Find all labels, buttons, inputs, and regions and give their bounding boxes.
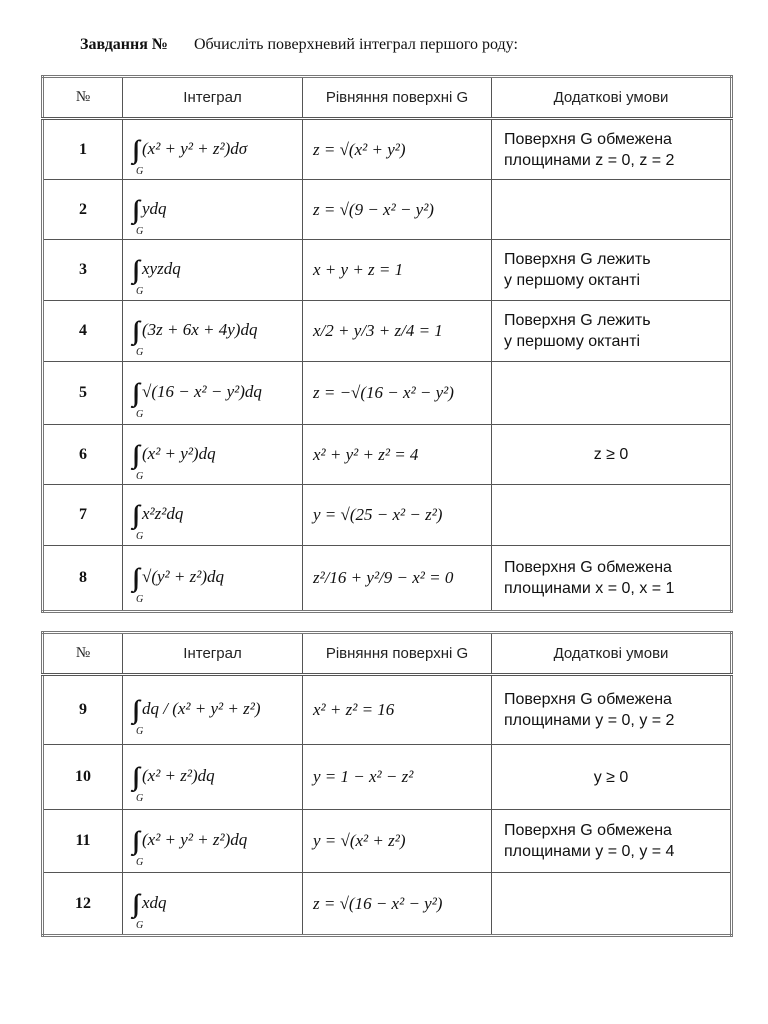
condition-line-2: площинами x = 0, x = 1 <box>504 580 675 597</box>
integrand-expression: √(y² + z²)dq <box>142 566 224 586</box>
integrand-expression: (x² + y²)dq <box>142 443 216 463</box>
row-number: 2 <box>43 180 123 240</box>
table-row <box>43 119 732 180</box>
row-surface-equation: x² + z² = 16 <box>303 675 492 745</box>
row-integral: G xdq <box>123 873 303 936</box>
row-surface-equation: y = 1 − x² − z² <box>303 745 492 810</box>
col-num-header: № <box>43 633 123 675</box>
row-number: 10 <box>43 745 123 810</box>
col-integral-header: Інтеграл <box>123 633 303 675</box>
table-row <box>43 240 732 301</box>
condition-line-2: площинами y = 0, y = 4 <box>504 843 675 860</box>
row-number: 3 <box>43 240 123 301</box>
table-row <box>43 425 732 485</box>
row-surface-equation: z²/16 + y²/9 − x² = 0 <box>303 546 492 612</box>
row-number: 1 <box>43 119 123 180</box>
row-conditions <box>492 546 732 612</box>
table-row <box>43 180 732 240</box>
row-integral: G √(y² + z²)dq <box>123 546 303 612</box>
row-conditions <box>492 119 732 180</box>
row-conditions <box>492 180 732 240</box>
row-conditions <box>492 675 732 745</box>
integrand-expression: xyzdq <box>142 258 181 278</box>
integrand-expression: xdq <box>142 892 167 912</box>
col-num-header: № <box>43 77 123 119</box>
integrals-table-1 <box>41 75 733 613</box>
row-conditions <box>492 425 732 485</box>
integrand-expression: √(16 − x² − y²)dq <box>142 381 262 401</box>
row-conditions <box>492 301 732 362</box>
condition-line-2: площинами z = 0, z = 2 <box>504 151 675 169</box>
row-integral: G xyzdq <box>123 240 303 301</box>
condition-line-1: Поверхня G обмежена <box>504 691 672 708</box>
integrand-expression: (x² + y² + z²)dσ <box>142 138 248 158</box>
task-label: Завдання № <box>80 36 168 53</box>
condition-line-1: Поверхня G обмежена <box>504 822 672 839</box>
col-surface-header: Рівняння поверхні G <box>303 77 492 119</box>
row-surface-equation: z = √(x² + y²) <box>303 119 492 180</box>
col-conditions-header: Додаткові умови <box>492 77 732 119</box>
condition-line-1: Поверхня G обмежена <box>504 130 672 148</box>
row-number: 7 <box>43 485 123 546</box>
col-conditions-header: Додаткові умови <box>492 633 732 675</box>
row-conditions <box>492 873 732 936</box>
col-surface-header: Рівняння поверхні G <box>303 633 492 675</box>
condition-line-1: Поверхня G обмежена <box>504 559 672 576</box>
col-integral-header: Інтеграл <box>123 77 303 119</box>
integrals-table-2 <box>41 631 733 937</box>
row-conditions <box>492 810 732 873</box>
row-integral: G x²z²dq <box>123 485 303 546</box>
table-row <box>43 675 732 745</box>
row-number: 12 <box>43 873 123 936</box>
row-number: 4 <box>43 301 123 362</box>
row-integral: G dq / (x² + y² + z²) <box>123 675 303 745</box>
row-integral: G (x² + z²)dq <box>123 745 303 810</box>
table-row <box>43 873 732 936</box>
table-row <box>43 362 732 425</box>
condition-line-2: у першому октанті <box>504 272 641 289</box>
row-surface-equation: z = √(9 − x² − y²) <box>303 180 492 240</box>
task-text: Обчисліть поверхневий інтеграл першого роду: <box>193 36 518 53</box>
row-surface-equation: z = √(16 − x² − y²) <box>303 873 492 936</box>
row-surface-equation: z = −√(16 − x² − y²) <box>303 362 492 425</box>
row-integral: G √(16 − x² − y²)dq <box>123 362 303 425</box>
row-conditions <box>492 240 732 301</box>
integrand-expression: ydq <box>142 198 167 218</box>
table-row <box>43 810 732 873</box>
row-surface-equation: y = √(25 − x² − z²) <box>303 485 492 546</box>
integrand-expression: (x² + y² + z²)dq <box>142 829 248 849</box>
condition-line-1: Поверхня G лежить <box>504 312 651 329</box>
table-row <box>43 485 732 546</box>
row-number: 11 <box>43 810 123 873</box>
row-conditions <box>492 362 732 425</box>
integrand-expression: (3z + 6x + 4y)dq <box>142 319 258 339</box>
row-conditions <box>492 485 732 546</box>
row-integral: G (x² + y²)dq <box>123 425 303 485</box>
row-integral: G ydq <box>123 180 303 240</box>
row-number: 9 <box>43 675 123 745</box>
integrand-expression: (x² + z²)dq <box>142 765 215 785</box>
table-header-row <box>43 77 732 119</box>
integrand-expression: dq / (x² + y² + z²) <box>142 698 261 718</box>
row-surface-equation: x/2 + y/3 + z/4 = 1 <box>303 301 492 362</box>
table-row <box>43 301 732 362</box>
condition-line-1: Поверхня G лежить <box>504 251 651 268</box>
row-integral: G (x² + y² + z²)dq <box>123 810 303 873</box>
row-conditions <box>492 745 732 810</box>
task-heading <box>80 36 518 54</box>
row-surface-equation: y = √(x² + z²) <box>303 810 492 873</box>
table-row <box>43 546 732 612</box>
row-number: 8 <box>43 546 123 612</box>
row-number: 5 <box>43 362 123 425</box>
condition-line-2: у першому октанті <box>504 333 641 350</box>
integrand-expression: x²z²dq <box>142 503 184 523</box>
table-header-row <box>43 633 732 675</box>
condition-line-2: площинами y = 0, y = 2 <box>504 712 675 729</box>
condition-line-1: y ≥ 0 <box>593 768 629 786</box>
row-integral: G (3z + 6x + 4y)dq <box>123 301 303 362</box>
row-integral: G (x² + y² + z²)dσ <box>123 119 303 180</box>
row-number: 6 <box>43 425 123 485</box>
condition-line-1: z ≥ 0 <box>593 446 629 463</box>
table-row <box>43 745 732 810</box>
row-surface-equation: x + y + z = 1 <box>303 240 492 301</box>
row-surface-equation: x² + y² + z² = 4 <box>303 425 492 485</box>
